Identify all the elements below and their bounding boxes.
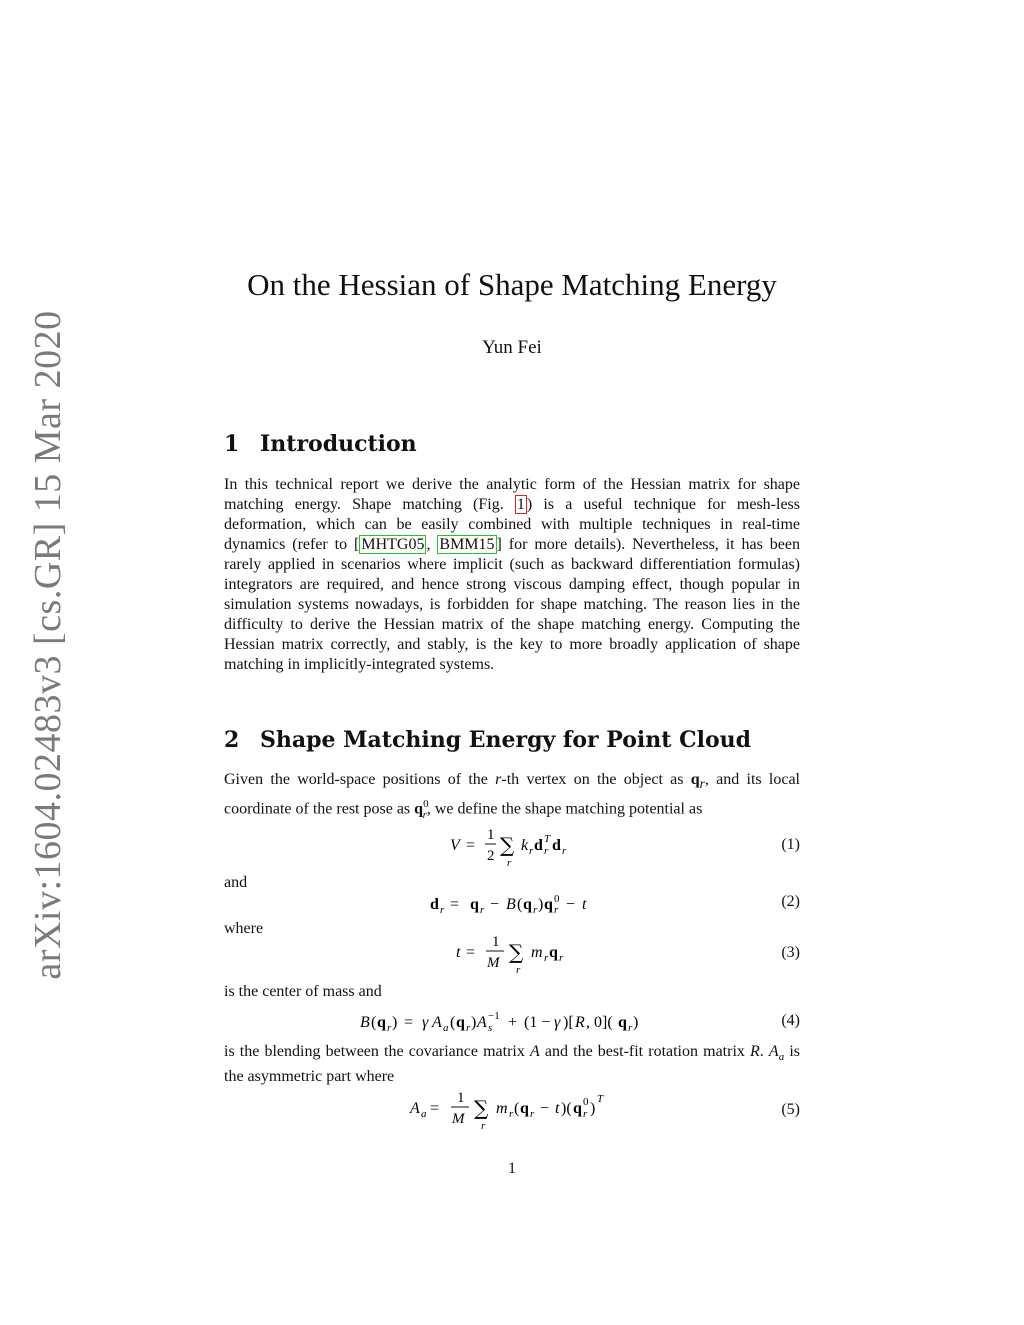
svg-text:B: B <box>506 896 516 913</box>
figure-reference-link[interactable]: 1 <box>516 496 525 513</box>
svg-text:t: t <box>582 896 587 913</box>
svg-text:): ) <box>590 1100 596 1117</box>
text-where: where <box>224 920 264 937</box>
svg-text:r: r <box>559 952 564 964</box>
svg-text:1: 1 <box>487 827 495 843</box>
section-number: 1 <box>224 431 240 457</box>
equation-number: (1) <box>781 836 800 853</box>
text-center-of-mass: is the center of mass and <box>224 983 382 1000</box>
svg-text:0: 0 <box>554 893 560 905</box>
equation-4 <box>360 1010 670 1039</box>
svg-text:r: r <box>544 845 549 857</box>
svg-text:=: = <box>404 1014 414 1031</box>
author-name: Yun Fei <box>482 337 542 358</box>
svg-text:q: q <box>549 944 558 961</box>
svg-text:r: r <box>544 952 549 964</box>
svg-text:r: r <box>583 1108 588 1120</box>
svg-text:=: = <box>466 837 476 854</box>
section2-intro-paragraph: Given the world-space positions of the r-th vertex on the object as $q_r$, and its local coordinate of the rest pose as $q^0_r$, we define the shape matching potential as <box>224 771 801 821</box>
svg-text:A: A <box>477 1014 487 1031</box>
svg-text:+: + <box>508 1014 518 1031</box>
svg-text:∑: ∑ <box>500 833 515 857</box>
page-number: 1 <box>508 1160 516 1177</box>
citation-link-mhtg05[interactable]: MHTG05 <box>361 536 425 553</box>
svg-text:q: q <box>544 896 553 913</box>
svg-text:): ) <box>633 1014 639 1031</box>
svg-text:a: a <box>443 1022 449 1034</box>
svg-text:r: r <box>533 904 538 916</box>
svg-text:t: t <box>555 1100 560 1117</box>
svg-text:m: m <box>531 944 543 961</box>
equation-number: (3) <box>781 944 800 961</box>
svg-text:r: r <box>516 964 521 976</box>
svg-text:)[: )[ <box>563 1014 574 1031</box>
svg-text:r: r <box>440 904 445 916</box>
svg-text:r: r <box>628 1022 633 1034</box>
svg-text:r: r <box>562 845 567 857</box>
arxiv-identifier: arXiv:1604.02483v3 [cs.GR] 15 Mar 2020 <box>27 310 69 980</box>
svg-text:)(: )( <box>561 1100 572 1117</box>
section-number: 2 <box>224 727 240 753</box>
svg-text:(: ( <box>514 1100 520 1117</box>
svg-text:=: = <box>430 1100 440 1117</box>
svg-text:q: q <box>456 1014 465 1031</box>
svg-text:q: q <box>573 1100 582 1117</box>
svg-text:d: d <box>430 896 439 913</box>
svg-text:d: d <box>534 837 543 854</box>
svg-text:q: q <box>523 896 532 913</box>
svg-text:(: ( <box>371 1014 377 1031</box>
svg-text:−: − <box>540 1100 550 1117</box>
svg-text:r: r <box>481 1120 486 1132</box>
svg-text:M: M <box>487 955 500 971</box>
section-heading-introduction <box>224 431 417 457</box>
svg-text:): ) <box>392 1014 398 1031</box>
svg-text:(: ( <box>450 1014 456 1031</box>
svg-text:r: r <box>466 1022 471 1034</box>
svg-text:0: 0 <box>583 1096 589 1108</box>
section-title: Introduction <box>260 431 417 457</box>
svg-text:(1 −: (1 − <box>524 1014 551 1031</box>
svg-text:a: a <box>421 1108 427 1120</box>
svg-text:∑: ∑ <box>509 940 524 964</box>
equation-5 <box>410 1089 630 1140</box>
svg-text:=: = <box>466 944 476 961</box>
svg-text:r: r <box>554 904 559 916</box>
section-heading-shape-matching <box>224 727 751 753</box>
svg-text:γ: γ <box>422 1014 429 1031</box>
svg-text:q: q <box>618 1014 627 1031</box>
svg-text:R: R <box>575 1014 585 1031</box>
svg-text:d: d <box>552 837 561 854</box>
svg-text:r: r <box>387 1022 392 1034</box>
svg-text:1: 1 <box>457 1090 465 1106</box>
svg-text:q: q <box>520 1100 529 1117</box>
svg-text:B: B <box>360 1014 370 1031</box>
svg-text:M: M <box>452 1111 465 1127</box>
equation-number: (4) <box>781 1012 800 1029</box>
svg-text:−: − <box>566 896 576 913</box>
equation-3 <box>456 933 576 982</box>
svg-text:A: A <box>432 1014 442 1031</box>
svg-text:V: V <box>450 837 460 854</box>
svg-text:−1: −1 <box>488 1010 500 1022</box>
svg-text:T: T <box>544 833 551 845</box>
svg-text:r: r <box>480 904 485 916</box>
svg-text:A: A <box>410 1100 420 1117</box>
svg-text:1: 1 <box>492 934 500 950</box>
svg-text:m: m <box>496 1100 508 1117</box>
svg-text:, 0](: , 0]( <box>586 1014 613 1031</box>
citation-link-bmm15[interactable]: BMM15 <box>439 536 495 553</box>
svg-text:r: r <box>529 845 534 857</box>
svg-text:r: r <box>509 1108 514 1120</box>
svg-text:∑: ∑ <box>474 1096 489 1120</box>
svg-text:=: = <box>450 896 460 913</box>
svg-text:r: r <box>507 857 512 869</box>
equation-1 <box>450 826 590 875</box>
svg-text:s: s <box>488 1022 493 1034</box>
equation-number: (5) <box>781 1101 800 1118</box>
svg-text:q: q <box>377 1014 386 1031</box>
svg-text:): ) <box>538 896 544 913</box>
svg-text:2: 2 <box>487 848 495 864</box>
svg-text:r: r <box>530 1108 535 1120</box>
svg-text:(: ( <box>517 896 523 913</box>
blending-paragraph: is the blending between the covariance matrix A and the best-fit rotation matrix R. $A_a$ is the asymmetric part where <box>224 1043 800 1086</box>
svg-text:): ) <box>471 1014 477 1031</box>
svg-text:γ: γ <box>554 1014 561 1031</box>
svg-text:−: − <box>490 896 500 913</box>
svg-text:t: t <box>456 944 461 961</box>
section-title: Shape Matching Energy for Point Cloud <box>260 727 752 753</box>
paper-title: On the Hessian of Shape Matching Energy <box>247 267 777 302</box>
svg-text:k: k <box>521 837 529 854</box>
text-and: and <box>224 874 248 891</box>
introduction-paragraph: In this technical report we derive the analytic form of the Hessian matrix for shape matching energy. Shape matching (Fig. 1 ) is a useful technique for mesh-less deformation, which can be easily combined with multiple techniques in real-time dynamics (refer to [ MHTG05 , BMM15 ] for more details). Nevertheless, it has been rarely applied in scenarios where implicit (such as backward differentiation formulas) integrators are required, and hence strong viscous damping effect, though popular in simulation systems nowadays, is forbidden for shape matching. The reason lies in the difficulty to derive the Hessian matrix of the shape matching energy. Computing the Hessian matrix correctly, and stably, is the key to more broadly application of shape matching in implicitly-integrated systems. <box>224 476 801 673</box>
equation-number: (2) <box>781 893 800 910</box>
svg-text:T: T <box>597 1093 604 1105</box>
svg-text:q: q <box>470 896 479 913</box>
equation-2 <box>430 892 610 921</box>
